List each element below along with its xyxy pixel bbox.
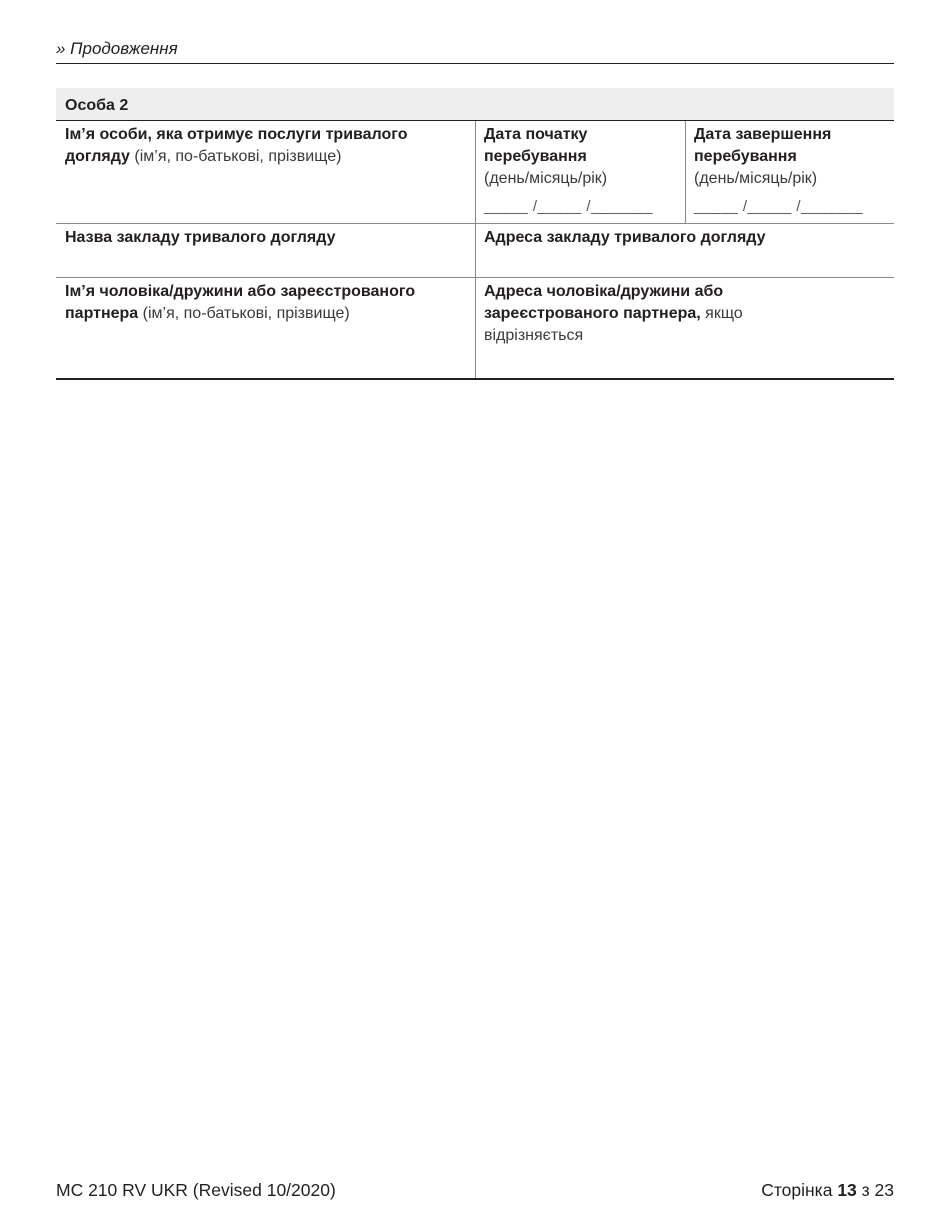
- stay-end-date-input[interactable]: _____ /_____ /_______: [694, 198, 863, 215]
- spouse-name-field[interactable]: [56, 278, 475, 379]
- ltc-person-name-label: Ім’я особи, яка отримує послуги тривалого догляду: [65, 126, 408, 165]
- section-title: Особа 2: [65, 97, 129, 114]
- facility-address-field[interactable]: [475, 224, 894, 277]
- column-divider: [685, 121, 686, 223]
- page-total: 23: [874, 1180, 894, 1200]
- continued-label: » Продовження: [56, 39, 894, 64]
- stay-start-date-label: Дата початку перебування: [484, 126, 588, 165]
- ltc-person-name-field[interactable]: [56, 121, 475, 223]
- ltc-person-name-note: (ім’я, по-батькові, прізвище): [129, 148, 342, 165]
- facility-address-label: Адреса закладу тривалого догляду: [484, 229, 766, 246]
- stay-start-date-input[interactable]: _____ /_____ /_______: [484, 198, 653, 215]
- page-prefix: Сторінка: [761, 1180, 838, 1200]
- stay-start-date-field[interactable]: [475, 121, 685, 223]
- stay-end-date-label: Дата завершення перебування: [694, 126, 832, 165]
- page-indicator: [761, 1180, 894, 1201]
- stay-end-date-format: (день/місяць/рік): [694, 170, 818, 187]
- page-number: 13: [837, 1180, 857, 1200]
- stay-end-date-field[interactable]: [685, 121, 894, 223]
- section-header-person-2: [56, 88, 894, 121]
- spouse-address-note: якщо відрізняється: [484, 305, 743, 344]
- facility-name-label: Назва закладу тривалого догляду: [65, 229, 336, 246]
- page-separator: з: [856, 1180, 875, 1200]
- spouse-name-label: Ім’я чоловіка/дружини або зареєстрованого партнера: [65, 283, 416, 322]
- form-id: MC 210 RV UKR (Revised 10/2020): [56, 1180, 336, 1200]
- spouse-address-label: Адреса чоловіка/дружини або зареєстрованого партнера,: [484, 283, 724, 322]
- spouse-address-field[interactable]: [475, 278, 894, 379]
- stay-start-date-format: (день/місяць/рік): [484, 170, 608, 187]
- table-bottom-border: [56, 378, 894, 380]
- facility-name-field[interactable]: [56, 224, 475, 277]
- spouse-name-note: (ім’я, по-батькові, прізвище): [138, 305, 350, 322]
